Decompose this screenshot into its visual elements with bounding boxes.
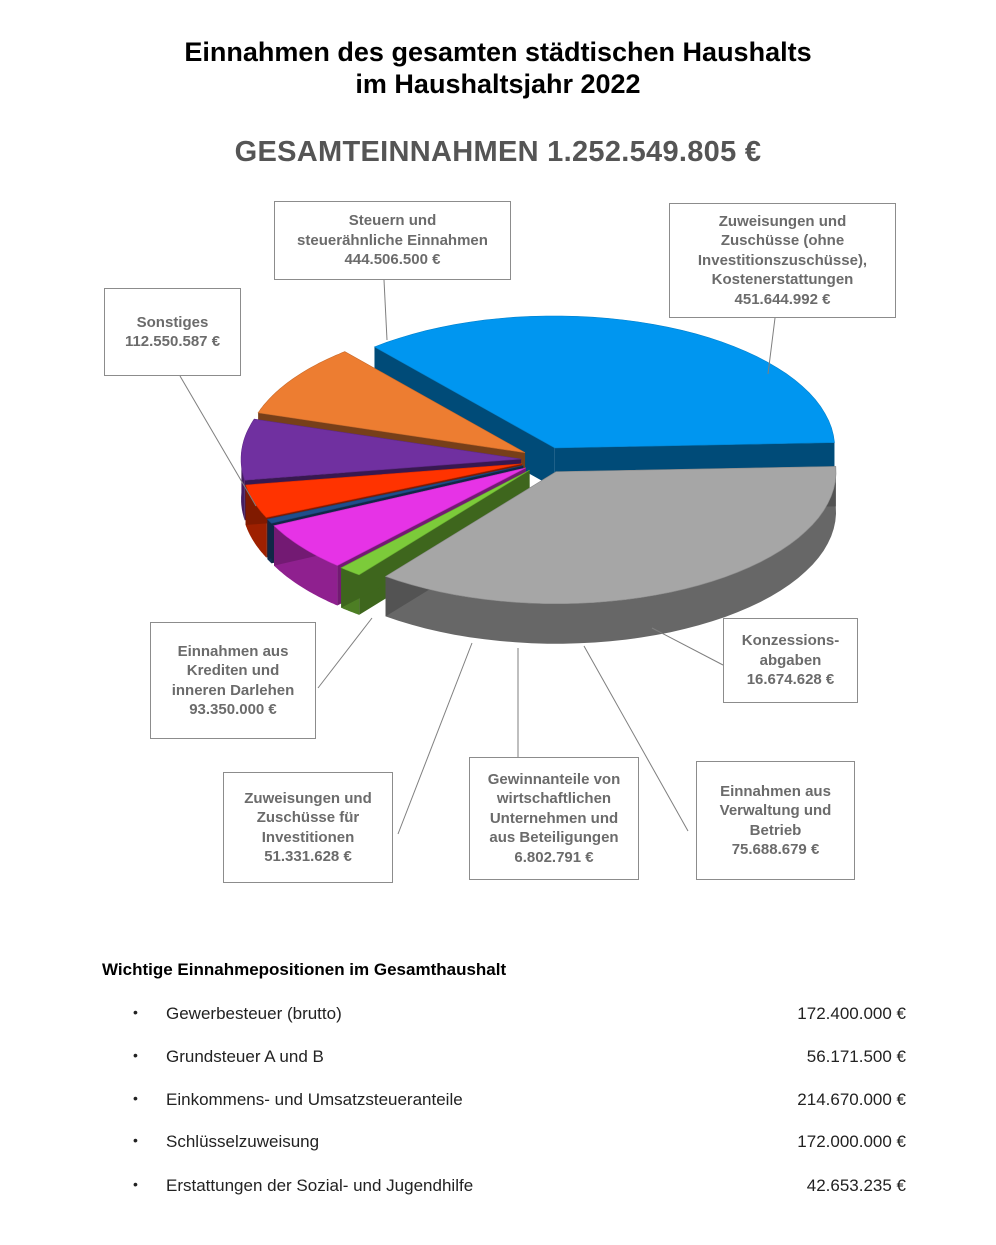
position-amount: 42.653.235 € — [806, 1176, 906, 1195]
title-line-1: Einnahmen des gesamten städtischen Haushalts — [184, 37, 812, 67]
leader-line-6 — [318, 618, 372, 688]
slice-label-6 — [150, 622, 316, 739]
slice-label-line: Sonstiges — [136, 313, 209, 331]
slice-label-line: Zuschüsse für — [256, 809, 360, 826]
slice-label-line: 6.802.791 € — [514, 848, 594, 866]
slice-label-line: Zuschüsse (ohne — [720, 232, 845, 250]
list-item — [0, 1004, 996, 1028]
list-item — [0, 1090, 996, 1114]
slice-label-line: abgaben — [759, 651, 822, 669]
total-revenue: GESAMTEINNAHMEN 1.252.549.805 € — [234, 136, 762, 168]
slice-label-line: Gewinnanteile von — [487, 770, 621, 788]
position-amount: 214.670.000 € — [797, 1090, 906, 1109]
position-name: Schlüsselzuweisung — [166, 1132, 320, 1151]
position-amount: 172.000.000 € — [797, 1132, 906, 1151]
slice-label-line: Einnahmen aus — [720, 782, 831, 800]
list-item — [0, 1047, 996, 1071]
slice-label-line: 93.350.000 € — [189, 701, 277, 718]
slice-label-2 — [723, 618, 858, 703]
slice-label-line: Unternehmen und — [489, 809, 619, 827]
slice-label-line: wirtschaftlichen — [496, 790, 612, 808]
slice-label-line: inneren Darlehen — [171, 681, 295, 699]
slice-label-line: Investitionszuschüsse), — [697, 251, 868, 269]
slice-label-line: aus Beteiligungen — [489, 829, 619, 847]
slice-label-line: Zuweisungen und — [718, 212, 847, 230]
slice-label-0 — [274, 201, 511, 280]
slice-label-7 — [104, 288, 241, 376]
position-name: Grundsteuer A und B — [166, 1047, 324, 1066]
position-name: Erstattungen der Sozial- und Jugendhilfe — [166, 1176, 474, 1195]
slice-label-1 — [669, 203, 896, 318]
position-amount: 56.171.500 € — [806, 1047, 906, 1066]
slice-label-line: 16.674.628 € — [746, 671, 835, 689]
slice-label-3 — [696, 761, 855, 880]
leader-line-2 — [652, 628, 723, 665]
slice-label-line: Investitionen — [261, 828, 355, 846]
position-name: Gewerbesteuer (brutto) — [166, 1004, 342, 1023]
slice-label-line: 444.506.500 € — [344, 251, 441, 269]
leader-line-0 — [384, 280, 387, 340]
slice-label-line: Zuweisungen und — [244, 789, 372, 807]
list-item — [0, 1176, 996, 1200]
bullet: • — [133, 1090, 138, 1106]
bullet: • — [133, 1132, 138, 1148]
slice-label-line: Betrieb — [749, 821, 802, 839]
slice-label-line: steuerähnliche Einnahmen — [297, 231, 488, 249]
position-name: Einkommens- und Umsatzsteueranteile — [166, 1090, 463, 1109]
bullet: • — [133, 1004, 138, 1020]
list-item — [0, 1132, 996, 1156]
title-line-2: im Haushaltsjahr 2022 — [355, 69, 641, 99]
slice-label-line: Steuern und — [348, 212, 437, 230]
slice-label-line: Kostenerstattungen — [711, 271, 854, 289]
slice-label-line: Einnahmen aus — [177, 642, 289, 660]
slice-label-4 — [469, 757, 639, 880]
slice-label-line: 75.688.679 € — [731, 841, 820, 858]
leader-line-5 — [398, 643, 472, 834]
slice-label-line: Verwaltung und — [719, 802, 832, 819]
slice-label-line: 51.331.628 € — [264, 848, 352, 865]
slice-label-5 — [223, 772, 393, 883]
position-amount: 172.400.000 € — [797, 1004, 906, 1023]
slice-label-line: Krediten und — [186, 662, 280, 679]
bullet: • — [133, 1176, 138, 1192]
slice-label-line: Konzessions- — [741, 632, 840, 650]
slice-label-line: 451.644.992 € — [734, 290, 831, 308]
slice-label-line: 112.550.587 € — [124, 333, 221, 350]
section-title: Wichtige Einnahmepositionen im Gesamthaushalt — [102, 960, 507, 979]
bullet: • — [133, 1047, 138, 1063]
